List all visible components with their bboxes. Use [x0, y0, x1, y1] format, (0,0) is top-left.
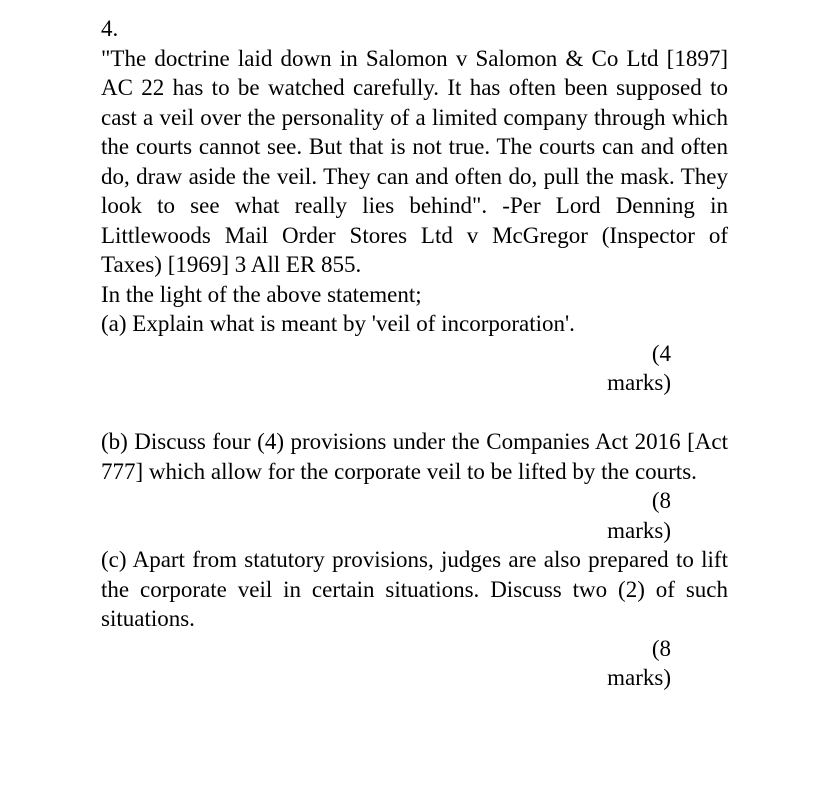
- part-b: [101, 427, 728, 545]
- part-a-marks: [101, 339, 671, 398]
- part-b-marks-value: (8: [651, 488, 671, 513]
- part-c-marks-label: marks): [607, 665, 671, 690]
- part-a-marks-value: (4: [651, 340, 671, 366]
- question-block: [101, 14, 728, 693]
- question-number: 4.: [101, 16, 119, 41]
- spacer: [101, 398, 728, 428]
- part-a-marks-label: marks): [607, 370, 671, 395]
- part-b-text: (b) Discuss four (4) provisions under the Companies Act 2016 [Act 777] which allow for the corporate veil to be lifted by the courts.: [101, 429, 728, 484]
- part-a-text: (a) Explain what is meant by 'veil of incorporation'.: [101, 311, 575, 336]
- question-intro: In the light of the above statement;: [101, 281, 422, 307]
- part-b-marks: [101, 486, 671, 545]
- part-b-marks-label: marks): [607, 517, 671, 543]
- part-a: [101, 309, 728, 398]
- part-c: [101, 545, 728, 693]
- question-quote: "The doctrine laid down in Salomon v Salomon & Co Ltd [1897] AC 22 has to be watched carefully. It has often been supposed to cast a veil over the personality of a limited company through which the courts cannot see. But that is not true. The courts can and often do, draw aside the veil. They can and often do, pull the mask. They look to see what really lies behind". -Per Lord Denning in Littlewoods Mail Order Stores Ltd v McGregor (Inspector of Taxes) [1969] 3 All ER 855.: [101, 45, 728, 277]
- part-c-marks-value: (8: [651, 635, 671, 661]
- part-c-text: (c) Apart from statutory provisions, judges are also prepared to lift the corporate veil in certain situations. Discuss two (2) of such situations.: [101, 547, 728, 631]
- part-c-marks: [101, 634, 671, 693]
